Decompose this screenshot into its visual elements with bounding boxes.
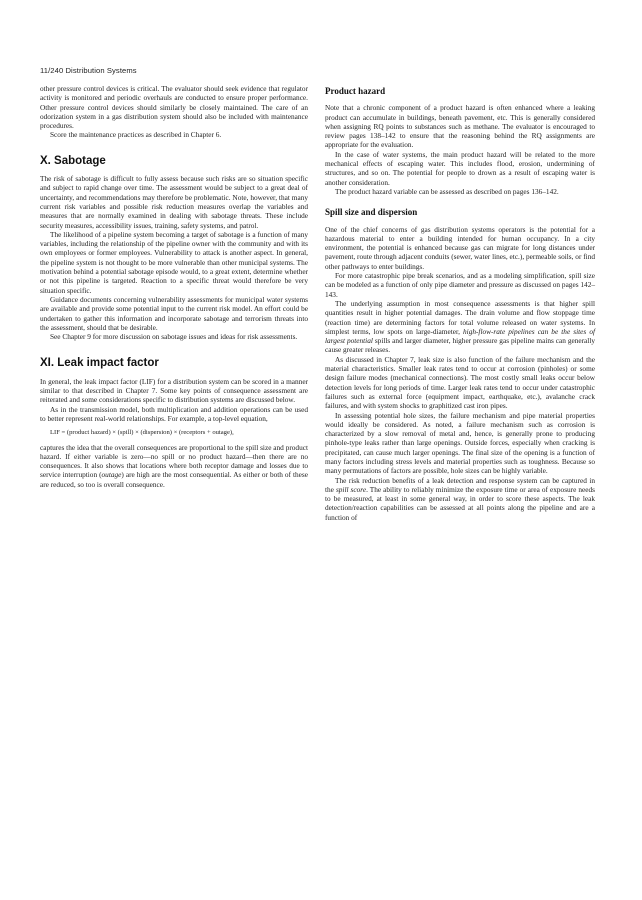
paragraph: In the case of water systems, the main product hazard will be related to the more mechanical effects of escaping water. This includes flood, erosion, undermining of structures, and so on. The potential for people to drown as a result of escaping water is another consideration. bbox=[325, 149, 595, 187]
paragraph: other pressure control devices is critical. The evaluator should seek evidence that regulator activity is monitored and periodic overhauls are conducted to ensure proper performance. Other pressure control devices should similarly be closely maintained. The care of an odorization system in a gas distribution system should also be included with maintenance procedures. bbox=[40, 84, 308, 131]
subsection-heading-product-hazard: Product hazard bbox=[325, 86, 386, 96]
subsection-heading-spill-size: Spill size and dispersion bbox=[325, 207, 418, 218]
paragraph: Score the maintenance practices as described in Chapter 6. bbox=[50, 130, 222, 140]
paragraph: In assessing potential hole sizes, the failure mechanism and pipe material properties would ideally be considered. As noted, a failure mechanism such as corrosion is characterized by a slow removal of metal and, hence, is generally prone to producing pinhole-type leaks rather than large openings. Outside forces, especially when cracking is precipitated, can cause much larger openings. The final size of the opening is a function of many factors including stress levels and material properties such as toughness. Because so many permutations of factors are possible, hole sizes can be highly variable. bbox=[325, 410, 595, 476]
paragraph: The underlying assumption in most consequence assessments is that higher spill quantities result in higher potential damages. The drain volume and flow stoppage time (reaction time) are determining factors for total volume released on water systems. In simplest terms, low spots on large-diameter, high-flow-rate pipelines can be the sites of largest potential spills and larger diameter, higher pressure gas pipeline mains can generally cause greater releases. bbox=[325, 298, 596, 355]
paragraph: The risk reduction benefits of a leak detection and response system can be captured in the spill score. The ability to reliably minimize the exposure time or area of exposure needs to be measured, at least in some general way, in order to score these aspects. The leak detection/reaction capabilities can be assessed at all points along the pipeline and are a function of bbox=[325, 475, 595, 522]
section-heading-leak-impact-factor: XI. Leak impact factor bbox=[40, 357, 159, 370]
paragraph: In general, the leak impact factor (LIF) for a distribution system can be scored in a manner similar to that described in Chapter 7. Some key points of consequence assessment are reiterated and some considerations specific to distribution systems are discussed below. bbox=[40, 376, 308, 405]
paragraph: The likelihood of a pipeline system becoming a target of sabotage is a function of many variables, including the relationship of the pipeline owner with the community and with its own employees or former employees. Vulnerability to attack is another aspect. In general, the pipeline system is not thought to be more vulnerable than other municipal systems. The motivation behind a potential sabotage episode would, to a great extent, determine whether or not this pipeline is targeted. Reaction to a specific threat would therefore be very situation specific. bbox=[40, 229, 308, 295]
paragraph: Guidance documents concerning vulnerability assessments for municipal water systems are available and provide some potential input to the current risk model. An effort could be undertaken to gather this information and incorporate sabotage and terrorism threats into the assessment, should that be desirable. bbox=[40, 294, 308, 332]
paragraph: Note that a chronic component of a product hazard is often enhanced where a leaking product can accumulate in buildings, beneath pavement, etc. This is generally considered when assigning RQ points to substances such as methane. The evaluator is encouraged to review pages 138–142 to ensure that the reasoning behind the RQ assignments are appropriate for the evaluation. bbox=[325, 103, 595, 150]
paragraph: As discussed in Chapter 7, leak size is also function of the failure mechanism and the material characteristics. Smaller leak rates tend to occur at corrosion (pinholes) or some design failure modes (mechanical connections). The most costly small leaks occur below detection levels for long periods of time. Larger leak rates tend to occur under catastrophic failures such as external force (equipment impact, earthquake, etc.), avalanche crack failures, and with system shocks to graphitized cast iron pipes. bbox=[325, 354, 595, 411]
paragraph: captures the idea that the overall consequences are proportional to the spill size and product hazard. If either variable is zero—no spill or no product hazard—then there are no consequences. It also shows that locations where both receptor damage and losses due to service interruption (outage) are high are the most consequential. As either or both of these are reduced, so too is overall consequence. bbox=[40, 442, 308, 489]
paragraph: For more catastrophic pipe break scenarios, and as a modeling simplification, spill size can be modeled as a function of only pipe diameter and pressure as discussed on pages 142–143. bbox=[325, 271, 595, 299]
equation: LIF = (product hazard) × (spill) × (dispersion) × (receptors + outage), bbox=[50, 429, 234, 437]
paragraph: As in the transmission model, both multiplication and addition operations can be used to better represent real-world relationships. For example, a top-level equation, bbox=[40, 404, 308, 423]
paragraph: The product hazard variable can be assessed as described on pages 136–142. bbox=[335, 186, 559, 196]
left-column bbox=[40, 84, 308, 489]
running-head: 11/240 Distribution Systems bbox=[40, 66, 137, 75]
right-column bbox=[325, 84, 595, 522]
paragraph: One of the chief concerns of gas distribution systems operators is the potential for a hazardous material to enter a building intended for human occupancy. In a city environment, the potential is enhanced because gas can migrate for long distances under pavement, route through adjacent conduits (sewer, water lines, etc.), permeable soils, or find other pathways to enter buildings. bbox=[325, 224, 595, 271]
paragraph: See Chapter 9 for more discussion on sabotage issues and ideas for risk assessments. bbox=[50, 332, 298, 342]
section-heading-sabotage: X. Sabotage bbox=[40, 154, 106, 167]
paragraph: The risk of sabotage is difficult to fully assess because such risks are so situation specific and subject to rapid change over time. The assessment would be subject to a great deal of uncertainty, and recommendations may therefore be problematic. Note, however, that many current risk variables and possible risk reduction measures overlap the variables and measures that are normally examined in dealing with sabotage threats. These include security measures, accessibility issues, training, safety systems, and patrol. bbox=[40, 174, 308, 230]
